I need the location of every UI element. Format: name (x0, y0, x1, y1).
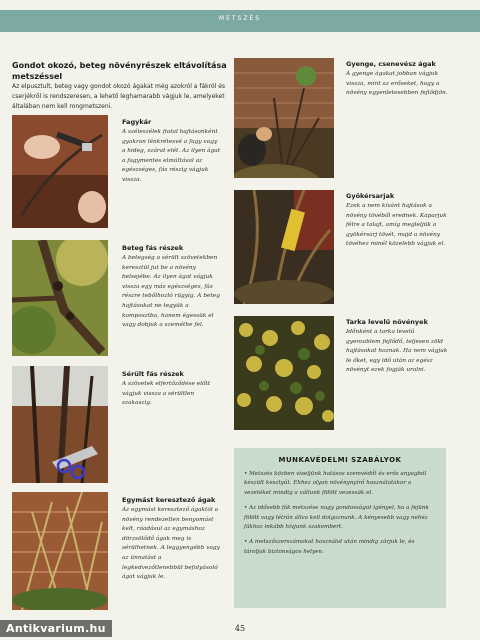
entry-variegated-plants (346, 318, 448, 376)
entry-diseased-wood (122, 244, 222, 331)
safety-item: • Metszés közben viseljünk hatásos szemvédőt és erős anyagból készült kesztyűt. Ehhez olyan növénynyírő használatakor a vezetéket mindig a vállunk fölött vezessük el. (244, 471, 427, 496)
photo-diseased-branch (12, 240, 108, 356)
entry-title: Gyenge, csenevész ágak (346, 60, 436, 68)
entry-text: Az egymást keresztező ágaktól a növény rendezetlen benyomást kelt, ráadásul az egymáshoz dörzsölődő ágak meg is sérülhetnek. A leggyengébb vagy az ünnatást a legkedvezőtlenebbül befolyásoló ágat vágjuk le. (122, 507, 220, 581)
safety-item: • Az idősebb fák metszése nagy gondosságot igényel, ha a fejünk fölött vagy létrán állva kell dolgoznunk. A kényesebb vagy nehéz fákhoz inkább hívjunk szakembert. (244, 505, 429, 531)
photo-variegated-plants (234, 316, 334, 430)
entry-text: A széleszélek fiatal hajtásonként gyakran lénkrétesvé a fagy vagy a hideg, szárat elét. Az ilyen ágat a fagymentes elmúltával az egészséges, fás részig vágjuk vissza. (122, 129, 221, 183)
entry-title: Fagykár (122, 118, 152, 126)
intro-paragraph: Az elpusztult, beteg vagy gondot okozó ágakat még azokról a fákról és cserjékről is rendszeresen, a lehető leghamarabb vágjuk le, amelyeket általában nem kell rongmetszeni. (12, 83, 226, 110)
section-label: METSZÉS (218, 15, 262, 22)
page-number: 45 (234, 624, 246, 633)
safety-rules-box (234, 448, 446, 608)
entry-title: Tarka levelű növények (346, 318, 428, 326)
entry-text: Időnként a tarka levelű gyeroablem fejlődő, teljesen zöld hajtásokat hoznak. Ha nem vágjuk le őket, egy idő után az egész növényt ezek fogják uralni. (346, 329, 448, 374)
entry-title: Egymást keresztező ágak (122, 496, 216, 504)
page-title: Gondot okozó, beteg növényrészek eltávolítása metszéssel (12, 61, 227, 81)
entry-text: A szövetek elfertőződése előtt vágjuk vissza a sérültlen szakaszig. (122, 381, 211, 407)
entry-text: A betegség a sérült szövetekben keresztül jut be a növény belsejébe. Az ilyen ágat vágjuk vissza egy más egészséges, fás részre tebőlhozló rügyig. A beteg hajtásokat ne tegyük a komposztba, hanem égessük el vagy dobjuk a szeméthe fel. (122, 255, 220, 329)
photo-damaged-branch (12, 366, 108, 483)
photo-root-suckers (234, 190, 334, 304)
entry-title: Sérült fás részek (122, 370, 184, 378)
safety-item: • A metszőszerszámokat használat után mindig zárjuk le, és tároljuk biztonságos helyen. (244, 539, 415, 555)
photo-weak-branches (234, 58, 334, 178)
photo-frost-damage (12, 115, 108, 228)
entry-weak-branches (346, 60, 448, 99)
photo-crossing-branches (12, 492, 108, 610)
entry-crossing-branches (122, 496, 222, 583)
entry-root-suckers (346, 192, 448, 250)
watermark: Antikvarium.hu (0, 620, 112, 637)
entry-text: Ezek a nem kívánt hajtások a növény tövéből erednek. Kaparjuk félre a talajt, amíg megleljük a gyökérsarj tövét, majd a növény tövéhez minél közelebb vágjuk el. (346, 203, 447, 248)
entry-text: A gyenge ágakat jobban vágjuk vissza, mint az erőseket, hogy a növény egyenletesebben fejlődjön. (346, 71, 448, 97)
entry-title: Gyökérsarjak (346, 192, 395, 200)
entry-damaged-wood (122, 370, 222, 409)
entry-title: Beteg fás részek (122, 244, 184, 252)
entry-frost-damage (122, 118, 222, 186)
safety-title: MUNKAVÉDELMI SZABÁLYOK (278, 456, 402, 464)
